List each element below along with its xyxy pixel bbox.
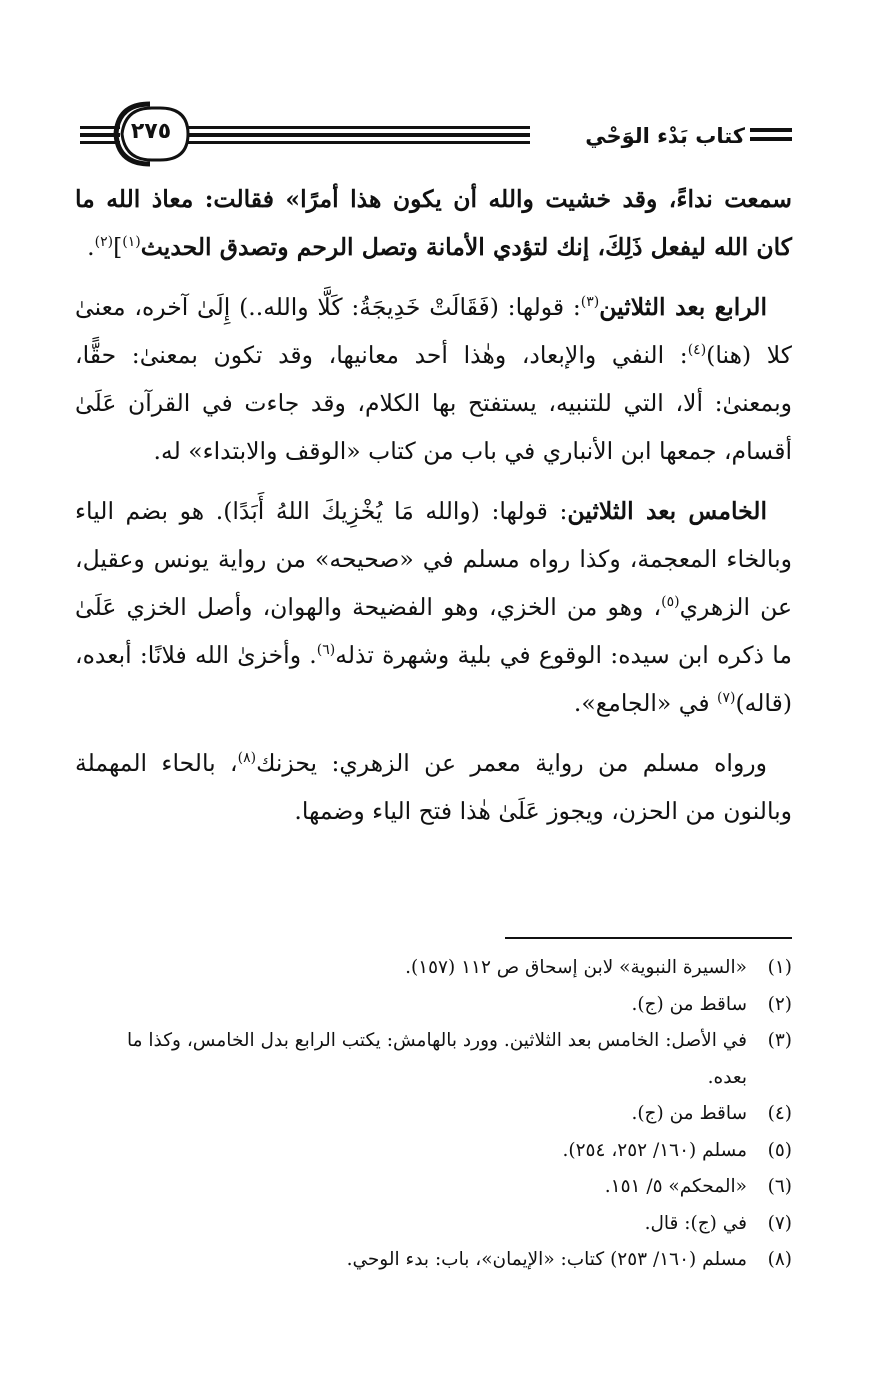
footnote-text: في الأصل: الخامس بعد الثلاثين. وورد بالهامش: يكتب الرابع بدل الخامس، وكذا ما بعده. (126, 1030, 747, 1088)
footnote-text: «المحكم» ٥/ ١٥١. (604, 1176, 747, 1197)
page-number: ٢٧٥ (130, 119, 172, 144)
footnote-ref-6: (٦) (316, 642, 336, 659)
paragraph-2-tail: : النفي والإبعاد، وهٰذا أحد معانيها، وقد تكون بمعنىٰ: حقًّا، وبمعنىٰ: ألا، التي للتنبيه، يستفتح بها الكلام، وقد جاءت في القرآن عَلَىٰ أقسام، جمعها ابن الأنباري في باب من كتاب «الوقف والابتداء» له. (75, 341, 792, 465)
footnote-6 (120, 1169, 792, 1206)
running-title: كتاب بَدْء الوَحْي (585, 124, 745, 148)
paragraph-4 (75, 739, 792, 835)
footnote-ref-5: (٥) (661, 594, 680, 611)
footnote-5 (120, 1133, 792, 1170)
footnote-2 (120, 987, 792, 1024)
footnote-text: ساقط من (ج). (631, 1103, 747, 1124)
paragraph-1-tail: . (87, 233, 95, 261)
footnote-1 (120, 950, 792, 987)
paragraph-3-text: : قولها: (والله مَا يُخْزِيكَ اللهُ أَبَدًا). هو بضم الياء وبالخاء المعجمة، وكذا رواه مسلم في «صحيحه» من رواية يونس وعقيل، عن الزهري (75, 497, 792, 621)
paragraph-1-bracket: ] (113, 233, 123, 261)
paragraph-4-tail: ، بالحاء المهملة وبالنون من الحزن، ويجوز عَلَىٰ هٰذا فتح الياء وضمها. (75, 749, 792, 825)
paragraph-3-mid: ، وهو من الخزي، وهو الفضيحة والهوان، وأصل الخزي عَلَىٰ ما ذكره ابن سيده: الوقوع في بلية وشهرة تذله (75, 593, 792, 669)
page-header (0, 0, 873, 170)
paragraph-2-heading: الرابع بعد الثلاثين (599, 293, 767, 321)
footnote-3 (120, 1023, 792, 1096)
footnote-number: (٥) (767, 1139, 792, 1161)
paragraph-3-tail: في «الجامع». (573, 689, 718, 717)
footnote-7 (120, 1206, 792, 1243)
footnote-text: مسلم (١٦٠/ ٢٥٢، ٢٥٤). (562, 1139, 747, 1161)
footnote-number: (٣) (767, 1030, 792, 1051)
main-text (75, 175, 792, 847)
footnote-ref-4: (٤) (687, 342, 707, 359)
paragraph-3-heading: الخامس بعد الثلاثين (567, 497, 767, 525)
paragraph-2-text: : قولها: (فَقَالَتْ خَدِيجَةُ: كَلَّا والله..) إِلَىٰ آخره، معنىٰ كلا (هنا) (75, 293, 792, 369)
footnote-text: ساقط من (ج). (631, 993, 747, 1015)
paragraph-1-text: سمعت نداءً، وقد خشيت والله أن يكون هذا أمرًا» فقالت: معاذ الله ما كان الله ليفعل ذَلِكَ، إنك لتؤدي الأمانة وتصل الرحم وتصدق الحديث (75, 185, 792, 261)
paragraph-4-text: ورواه مسلم من رواية معمر عن الزهري: يحزنك (256, 749, 767, 777)
paragraph-3 (75, 487, 792, 727)
footnote-number: (٨) (767, 1249, 792, 1270)
paragraph-1 (75, 175, 792, 271)
paragraph-3-mid2: . وأخزىٰ الله فلانًا: أبعده، (قاله) (75, 641, 792, 717)
footnote-number: (٤) (767, 1103, 792, 1124)
footnote-ref-2: (٢) (94, 234, 114, 251)
footnote-number: (٢) (767, 993, 792, 1015)
footnote-number: (٦) (767, 1176, 792, 1197)
footnote-divider (505, 937, 792, 939)
footnote-ref-1: (١) (122, 234, 141, 251)
footnote-ref-7: (٧) (717, 690, 736, 707)
footnote-ref-3: (٣) (580, 294, 600, 311)
paragraph-2 (75, 283, 792, 475)
footnote-ref-8: (٨) (237, 750, 257, 767)
footnote-4 (120, 1096, 792, 1133)
footnote-text: «السيرة النبوية» لابن إسحاق ص ١١٢ (١٥٧). (405, 957, 747, 978)
footnote-number: (١) (767, 957, 792, 978)
footnote-text: في (ج): قال. (644, 1212, 747, 1234)
footnote-8 (120, 1242, 792, 1279)
footnotes (120, 950, 792, 1279)
footnote-number: (٧) (767, 1212, 792, 1234)
footnote-text: مسلم (١٦٠/ ٢٥٣) كتاب: «الإيمان»، باب: بدء الوحي. (346, 1249, 747, 1270)
